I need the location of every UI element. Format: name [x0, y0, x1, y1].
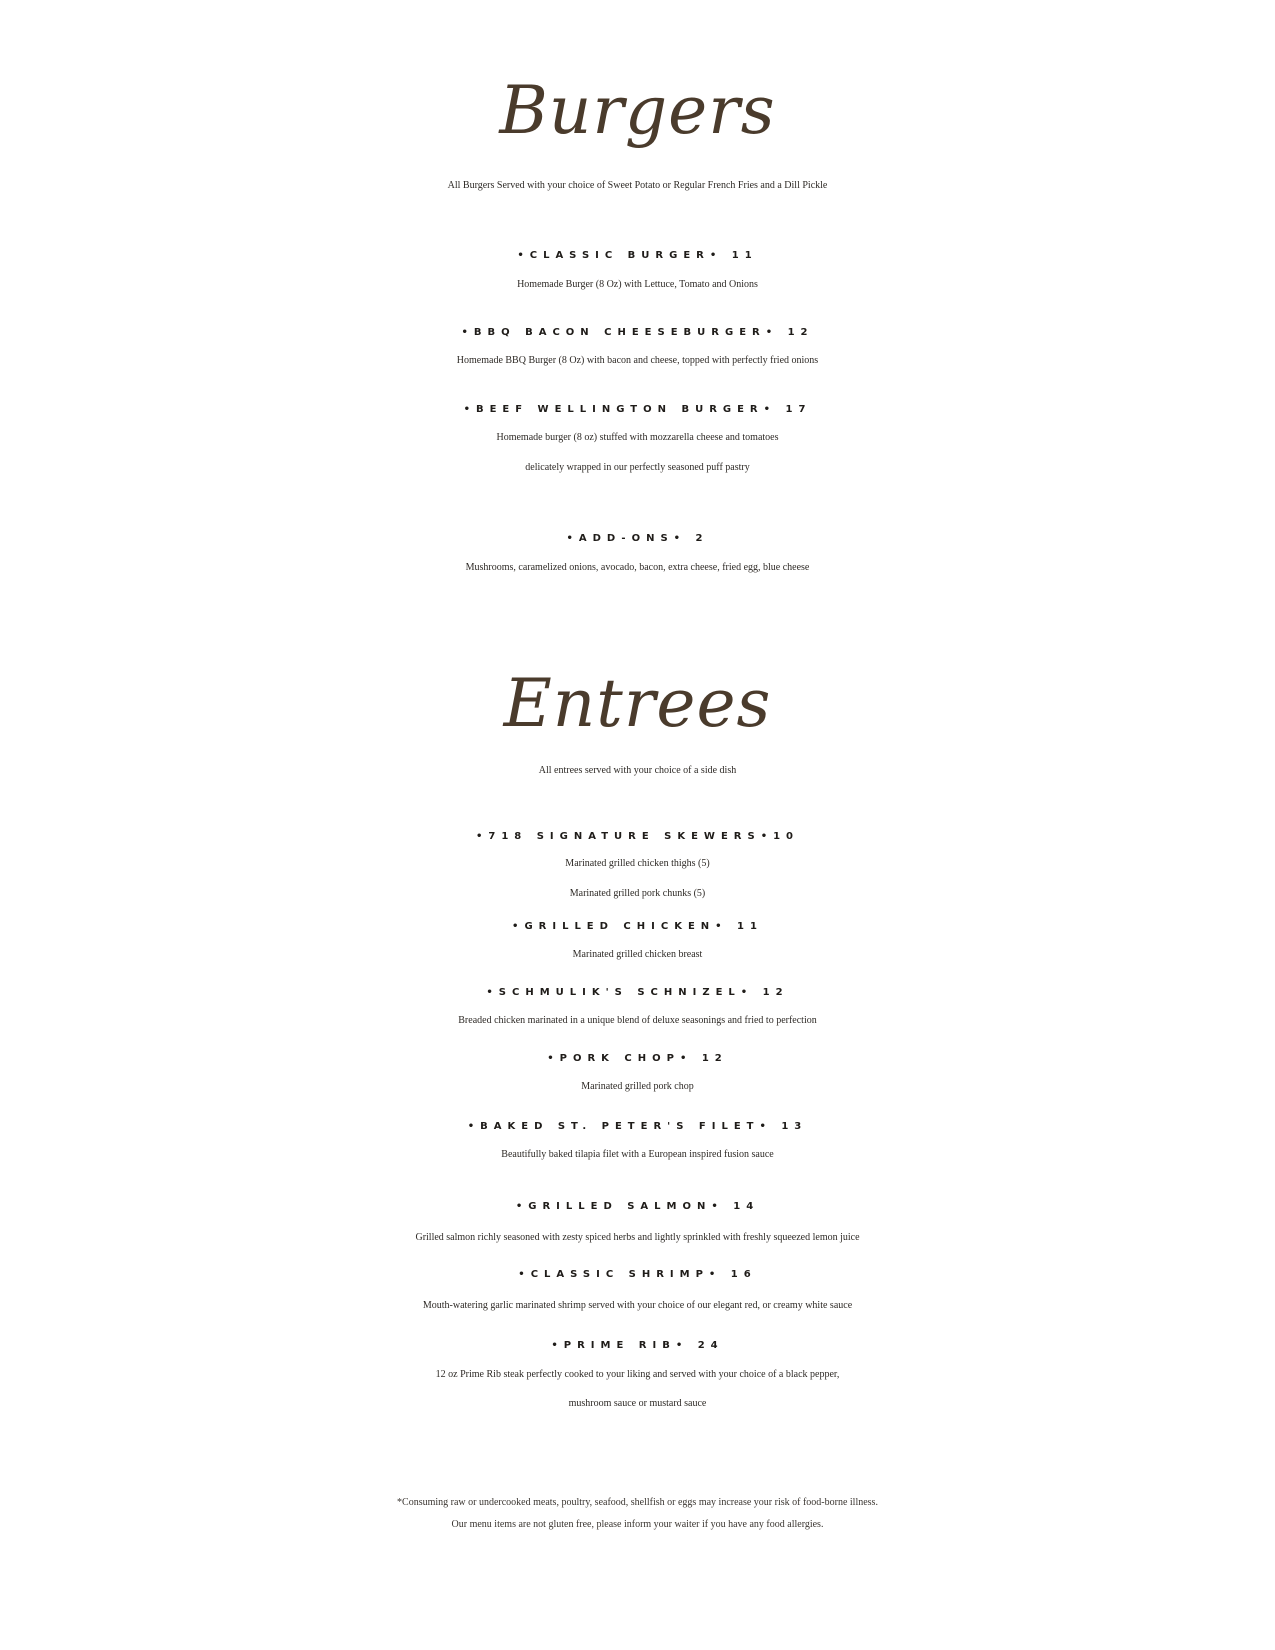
burger-item-desc: Homemade Burger (8 Oz) with Lettuce, Tomato and Onions	[517, 279, 758, 290]
burger-item-desc: Mushrooms, caramelized onions, avocado, bacon, extra cheese, fried egg, blue cheese	[465, 562, 810, 573]
entree-item-name: •PRIME RIB• 24	[551, 1340, 724, 1351]
entree-item-desc: Marinated grilled chicken breast	[572, 949, 703, 960]
footer-disclaimer: *Consuming raw or undercooked meats, poultry, seafood, shellfish or eggs may increase your risk of food-borne illness.	[397, 1497, 878, 1508]
burger-item-desc: delicately wrapped in our perfectly seasoned puff pastry	[525, 462, 750, 473]
entrees-title: Entrees	[503, 665, 772, 742]
entree-item-name: •718 SIGNATURE SKEWERS•10	[475, 831, 800, 842]
entree-item-desc: 12 oz Prime Rib steak perfectly cooked to your liking and served with your choice of a black pepper,	[435, 1369, 840, 1380]
entree-item-name: •GRILLED CHICKEN• 11	[512, 921, 763, 932]
burger-item-name: •ADD-ONS• 2	[566, 533, 709, 544]
burger-item-name: •BBQ BACON CHEESEBURGER• 12	[461, 327, 814, 338]
entree-item-name: •CLASSIC SHRIMP• 16	[518, 1269, 757, 1280]
entree-item-name: •BAKED ST. PETER'S FILET• 13	[467, 1121, 808, 1132]
entree-item-desc: Marinated grilled chicken thighs (5)	[565, 858, 710, 869]
burger-item-desc: Homemade burger (8 oz) stuffed with mozzarella cheese and tomatoes	[496, 432, 779, 443]
entree-item-desc: Mouth-watering garlic marinated shrimp served with your choice of our elegant red, or creamy white sauce	[422, 1300, 853, 1311]
entree-item-name: •GRILLED SALMON• 14	[515, 1201, 760, 1212]
burger-item-name: •CLASSIC BURGER• 11	[517, 250, 758, 261]
burger-item-desc: Homemade BBQ Burger (8 Oz) with bacon and cheese, topped with perfectly fried onions	[456, 355, 819, 366]
entree-item-desc: Breaded chicken marinated in a unique blend of deluxe seasonings and fried to perfection	[458, 1015, 817, 1026]
entree-item-desc: Grilled salmon richly seasoned with zesty spiced herbs and lightly sprinkled with freshly squeezed lemon juice	[415, 1232, 860, 1243]
burgers-note: All Burgers Served with your choice of Sweet Potato or Regular French Fries and a Dill Pickle	[447, 180, 828, 191]
footer-allergy-note: Our menu items are not gluten free, please inform your waiter if you have any food allergies.	[451, 1519, 824, 1530]
entree-item-desc: mushroom sauce or mustard sauce	[568, 1398, 707, 1409]
entree-item-desc: Marinated grilled pork chop	[581, 1081, 694, 1092]
burger-item-name: •BEEF WELLINGTON BURGER• 17	[463, 404, 812, 415]
entree-item-desc: Marinated grilled pork chunks (5)	[569, 888, 706, 899]
entree-item-name: •SCHMULIK'S SCHNIZEL• 12	[486, 987, 789, 998]
entree-item-name: •PORK CHOP• 12	[547, 1053, 728, 1064]
burgers-title: Burgers	[499, 72, 776, 149]
entrees-note: All entrees served with your choice of a side dish	[538, 765, 737, 776]
entree-item-desc: Beautifully baked tilapia filet with a European inspired fusion sauce	[501, 1149, 774, 1160]
